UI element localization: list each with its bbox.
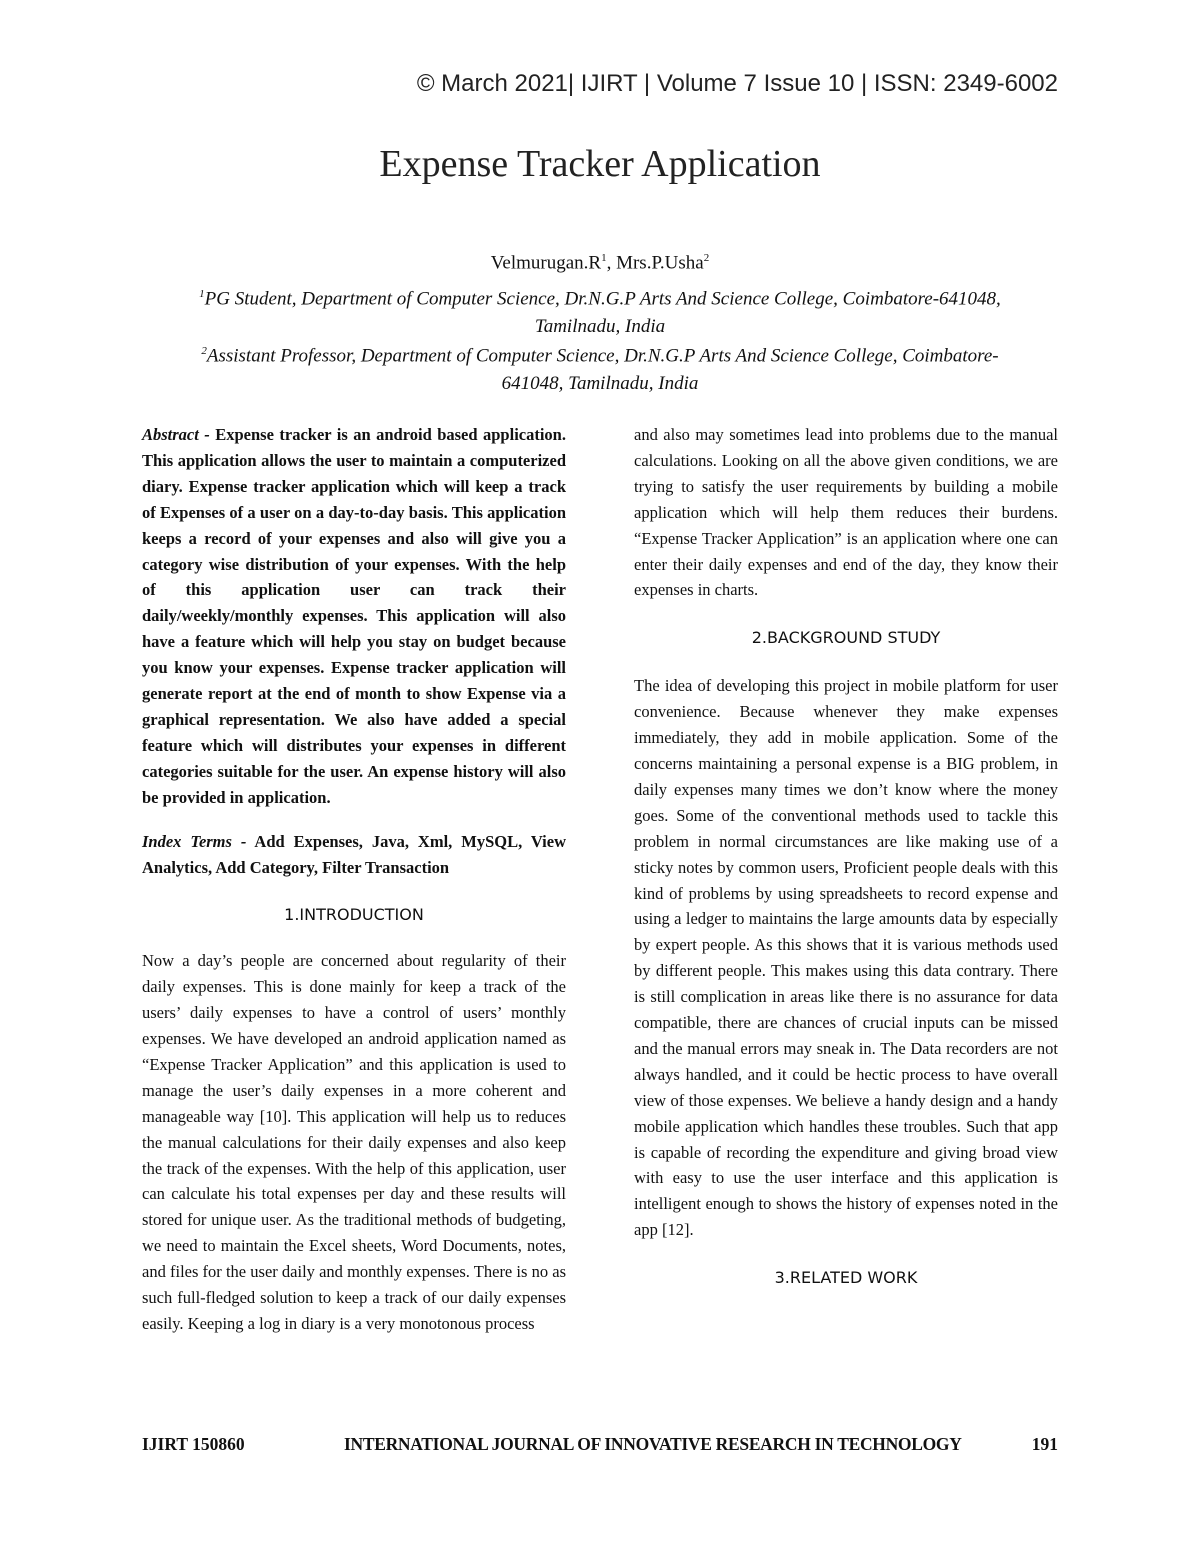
- author-separator: ,: [606, 252, 617, 274]
- section-heading-related-work: 3.RELATED WORK: [774, 1268, 918, 1288]
- author-2: Mrs.P.Usha: [616, 252, 704, 274]
- index-terms: [142, 829, 566, 881]
- abstract-label: Abstract -: [142, 425, 210, 444]
- author-2-sup: 2: [703, 252, 710, 264]
- journal-citation-header: © March 2021| IJIRT | Volume 7 Issue 10 | ISSN: 2349-6002: [416, 70, 1058, 97]
- abstract: [142, 422, 566, 811]
- footer-journal-name: INTERNATIONAL JOURNAL OF INNOVATIVE RESEARCH IN TECHNOLOGY: [344, 1434, 962, 1454]
- affiliation-2: [142, 337, 1058, 398]
- abstract-text: Expense tracker is an android based application. This application allows the user to maintain a computerized diary. Expense tracker application which will keep a track of Expenses of a user on a day-to-day basis. This application keeps a record of your expenses and also will give you a category wise distribution of your expenses. With the help of this application user can track their daily/weekly/monthly expenses. This application will also have a feature which will help you stay on budget because you know your expenses. Expense tracker application will generate report at the end of month to show Expense via a graphical representation. We also have added a special feature which will distributes your expenses in different categories suitable for the user. An expense history will also be provided in application.: [142, 425, 566, 807]
- affiliation-2-sup: 2: [201, 345, 207, 357]
- affiliation-2-line2: 641048, Tamilnadu, India: [501, 373, 699, 395]
- author-line: [0, 252, 1200, 274]
- right-column: [634, 422, 1058, 1313]
- footer-page-number: 191: [1031, 1434, 1058, 1454]
- author-1-sup: 1: [601, 252, 607, 264]
- paper-title: Expense Tracker Application: [379, 143, 821, 185]
- index-terms-text: Add Expenses, Java, Xml, MySQL, View Analytics, Add Category, Filter Transaction: [142, 831, 566, 877]
- introduction-text: Now a day’s people are concerned about regularity of their daily expenses. This is done mainly for keep a track of the users’ daily expenses to have a control of users’ monthly expenses. We have developed an android application named as “Expense Tracker Application” and this application is used to manage the user’s daily expenses in a more coherent and manageable way [10]. This application will help us to reduces the manual calculations for their daily expenses and also keep the track of the expenses. With the help of this application, user can calculate his total expenses per day and these results will stored for unique user. As the traditional methods of budgeting, we need to maintain the Excel sheets, Word Documents, notes, and files for the user daily and monthly expenses. There is no as such full-fledged solution to keep a track of our daily expenses easily. Keeping a log in diary is a very monotonous process: [142, 951, 566, 1333]
- introduction-continued-text: and also may sometimes lead into problems due to the manual calculations. Looking on all the above given conditions, we are trying to satisfy the user requirements by building a mobile application which will help them reduces their burdens. “Expense Tracker Application” is an application where one can enter their daily expenses and end of the day, they know their expenses in charts.: [634, 425, 1058, 600]
- affiliation-1-line2: Tamilnadu, India: [534, 316, 666, 338]
- author-1: Velmurugan.R: [490, 252, 602, 274]
- affiliation-1-line1: $^1$PG Student, Department of Computer Science, Dr.N.G.P Arts And Science College, Coimbatore-641048,: [199, 288, 1001, 310]
- background-text: The idea of developing this project in mobile platform for user convenience. Because whenever they make expenses immediately, they add in mobile application. Some of the concerns maintaining a personal expense is a BIG problem, in daily expenses many times we don’t know where the money goes. Some of the conventional methods used to tackle this problem in normal circumstances are like making use of a sticky notes by common users, Proficient people deals with this kind of problems by using spreadsheets to record expense and using a ledger to maintains the large amounts data by especially by expert people. As this shows that it is various methods used by different people. This makes using this data contrary. There is still complication in areas like there is no assurance for data compatible, there are chances of crucial inputs can be missed and the manual errors may sneak in. The Data recorders are not always handled, and it could be hectic process to have overall view of those expenses. We believe a handy design and a handy mobile application which handles these troubles. Such that app is capable of recording the expenditure and giving broad view with easy to use the user interface and this application is intelligent enough to shows the history of expenses noted in the app [12].: [634, 676, 1058, 1240]
- left-column: [142, 422, 566, 1337]
- index-terms-label: Index Terms -: [142, 831, 247, 851]
- section-heading-introduction: 1.INTRODUCTION: [284, 905, 424, 925]
- affiliation-1: [142, 280, 1058, 341]
- affiliation-1-sup: 1: [199, 288, 205, 300]
- footer-paper-id: IJIRT 150860: [142, 1434, 245, 1454]
- section-heading-background: 2.BACKGROUND STUDY: [751, 628, 941, 648]
- affiliation-2-line1: $^2$Assistant Professor, Department of Computer Science, Dr.N.G.P Arts And Science College, Coimbatore-: [201, 345, 999, 367]
